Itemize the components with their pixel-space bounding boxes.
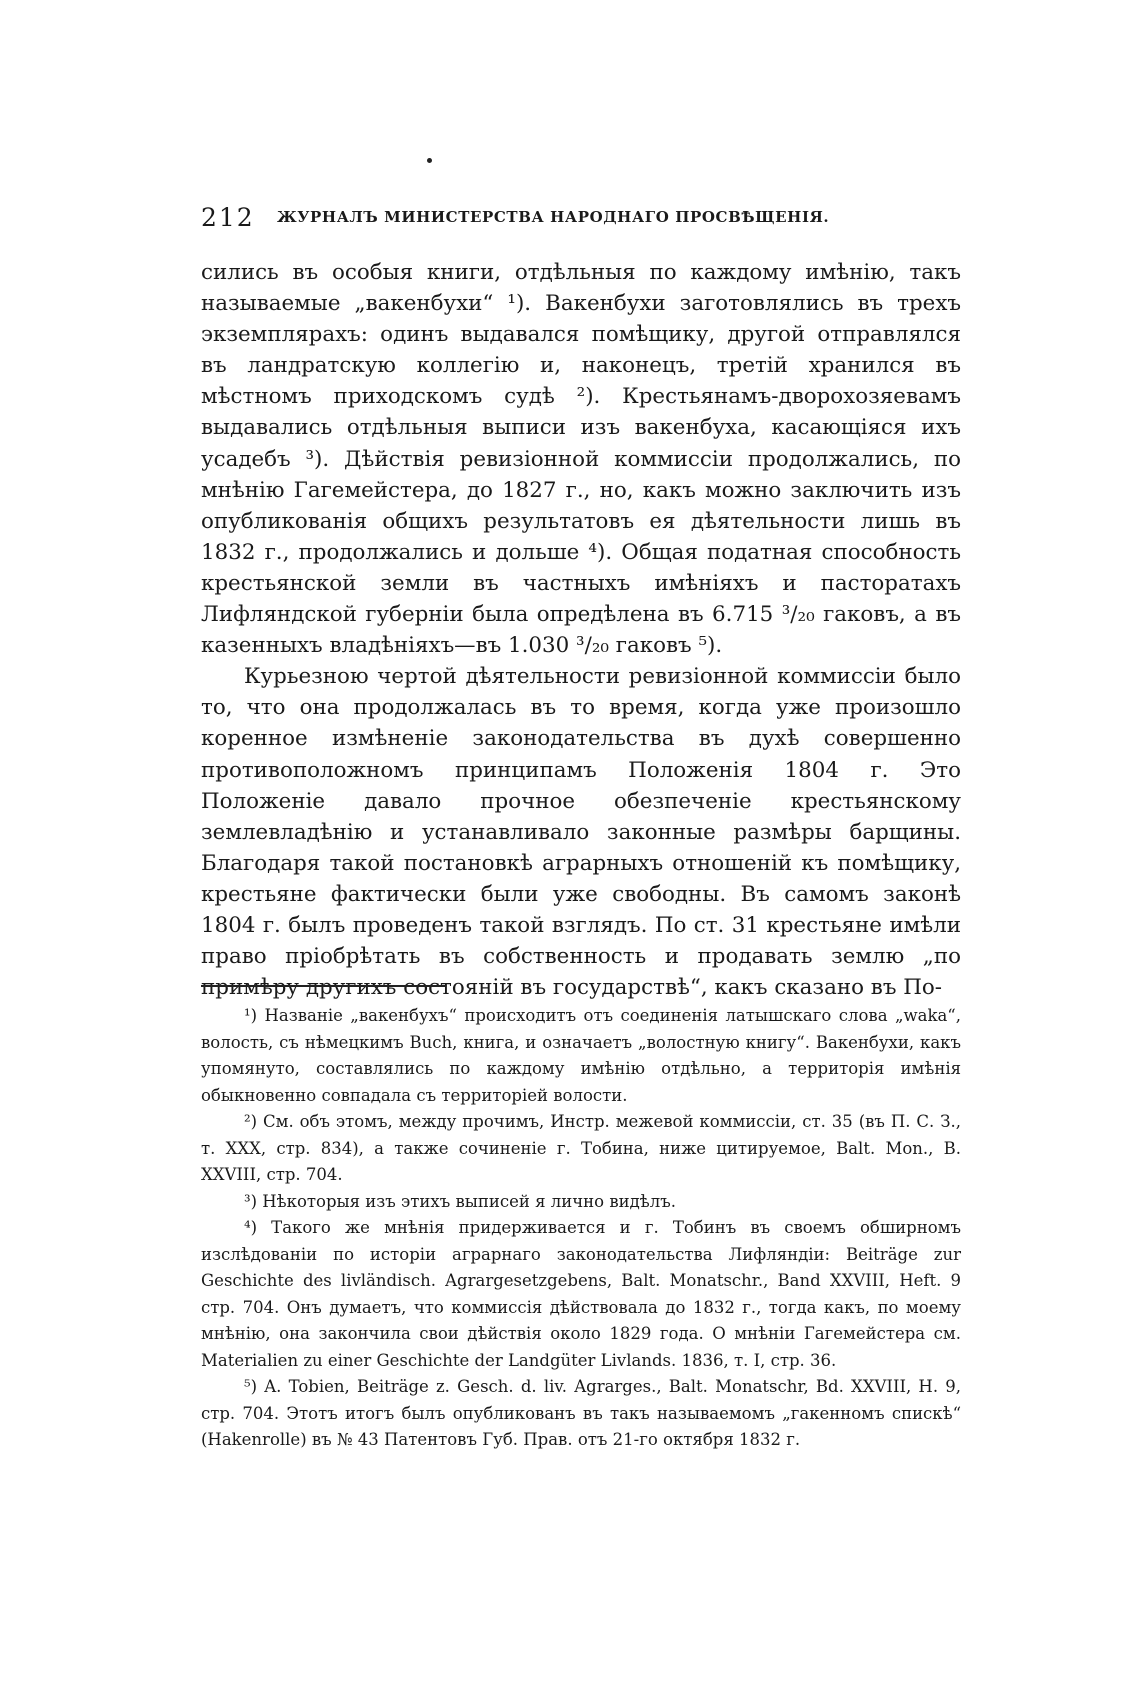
footnote-5: ⁵) A. Tobien, Beiträge z. Gesch. d. liv. Agrarges., Balt. Monatschr, Bd. XXVIII, H. 9, стр. 704. Этотъ итогъ былъ опубликованъ въ такъ называемомъ „гакенномъ спискѣ“ (Hakenrolle) въ № 43 Патентовъ Губ. Прав. отъ 21-го октября 1832 г. [201,1377,961,1449]
page-number: 212 [201,203,255,232]
footnote-2: ²) См. объ этомъ, между прочимъ, Инстр. межевой коммиссіи, ст. 35 (въ П. С. З., т. XXX, стр. 834), а также сочиненіе г. Тобина, ниже цитируемое, Balt. Mon., B. XXVIII, стр. 704. [201,1112,961,1184]
paragraph-2: Курьезною чертой дѣятельности ревизіонной коммиссіи было то, что она продолжалась въ то время, когда уже произошло коренное измѣненіе законодательства въ духѣ совершенно противоположномъ принципамъ Положенія 1804 г. Это Положеніе давало прочное обезпеченіе крестьянскому землевладѣнію и устанавливало законные размѣры барщины. Благодаря такой постановкѣ аграрныхъ отношеній къ помѣщику, крестьяне фактически были уже свободны. Въ самомъ законѣ 1804 г. былъ проведенъ такой взглядъ. По ст. 31 крестьяне имѣли право пріобрѣтать въ собственность и продавать землю „по примѣру другихъ состояній въ государствѣ“, какъ сказано въ По- [201,664,961,1001]
footnotes [201,1003,961,1454]
running-head: ЖУРНАЛЪ МИНИСТЕРСТВА НАРОДНАГО ПРОСВѢЩЕНІЯ. [277,208,830,226]
paragraph-1: сились въ особыя книги, отдѣльныя по каждому имѣнію, такъ называемые „вакенбухи“ ¹). Вакенбухи заготовлялись въ трехъ экземплярахъ: одинъ выдавался помѣщику, другой отправлялся въ ландратскую коллегію и, наконецъ, третій хранился въ мѣстномъ приходскомъ судѣ ²). Крестьянамъ-дворохозяевамъ выдавались отдѣльныя выписи изъ вакенбуха, касающіяся ихъ усадебъ ³). Дѣйствія ревизіонной коммиссіи продолжались, по мнѣнію Гагемейстера, до 1827 г., но, какъ можно заключить изъ опубликованія общихъ результатовъ ея дѣятельности лишь въ 1832 г., продолжались и дольше ⁴). Общая податная способность крестьянской земли въ частныхъ имѣніяхъ и пасторатахъ Лифляндской губерніи была опредѣлена въ 6.715 ³/₂₀ гаковъ, а въ казенныхъ владѣніяхъ—въ 1.030 ³/₂₀ гаковъ ⁵). [201,260,961,659]
ink-dot [427,158,432,163]
footnote-divider [201,985,446,987]
main-text [201,257,961,1003]
footnote-3: ³) Нѣкоторыя изъ этихъ выписей я лично видѣлъ. [244,1191,676,1211]
footnote-4: ⁴) Такого же мнѣнія придерживается и г. Тобинъ въ своемъ обширномъ изслѣдованіи по исторіи аграрнаго законодательства Лифляндіи: Beiträge zur Geschichte des livländisch. Agrargesetzgebens, Balt. Monatschr., Band XXVIII, Heft. 9 стр. 704. Онъ думаетъ, что коммиссія дѣйствовала до 1832 г., тогда какъ, по моему мнѣнію, она закончила свои дѣйствія около 1829 года. О мнѣніи Гагемейстера см. Materialien zu einer Geschichte der Landgüter Livlands. 1836, т. I, стр. 36. [201,1218,961,1370]
footnote-1: ¹) Названіе „вакенбухъ“ происходитъ отъ соединенія латышскаго слова „waka“, волость, съ нѣмецкимъ Buch, книга, и означаетъ „волостную книгу“. Вакенбухи, какъ упомянуто, составлялись по каждому имѣнію отдѣльно, а территорія имѣнія обыкновенно совпадала съ территоріей волости. [201,1006,961,1105]
page-header [201,203,961,235]
